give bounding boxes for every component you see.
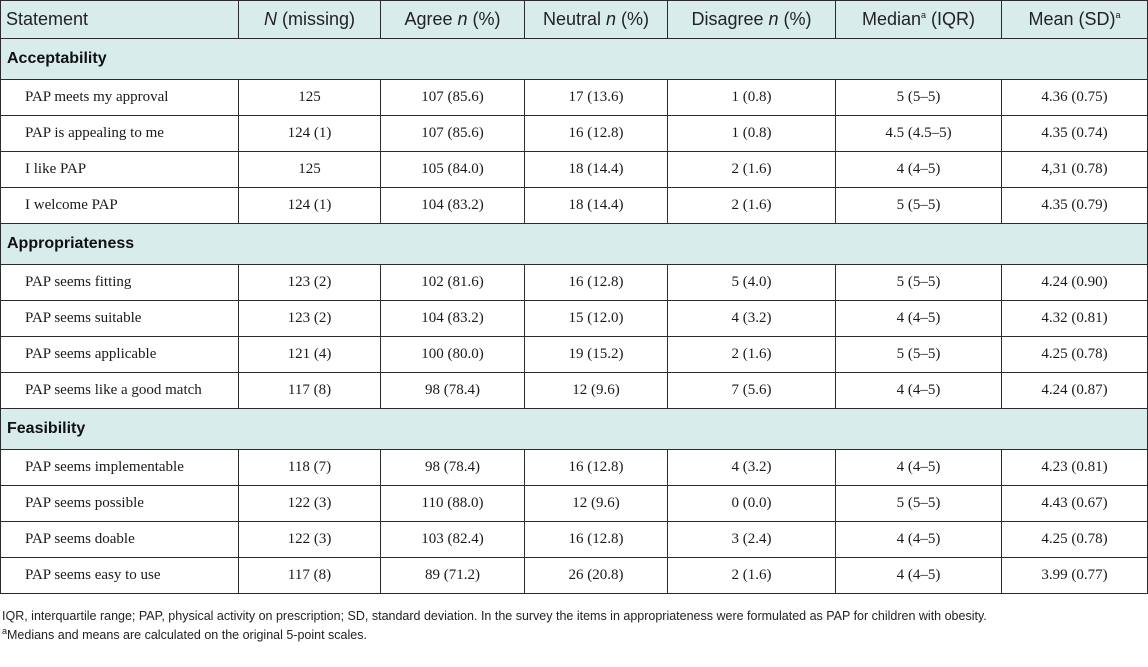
table-row: [1, 450, 1148, 486]
cell-median-iqr: 5 (5–5): [836, 337, 1002, 373]
header-neutral-it: n: [606, 9, 617, 29]
table-body: [1, 39, 1148, 594]
cell-median-iqr: 4 (4–5): [836, 373, 1002, 409]
header-statement-pre: Statement: [6, 9, 89, 29]
cell-n-missing: 124 (1): [239, 188, 381, 224]
cell-agree: 100 (80.0): [381, 337, 525, 373]
cell-agree: 104 (83.2): [381, 188, 525, 224]
header-neutral-pre: Neutral: [542, 9, 606, 29]
header-neutral: [525, 1, 668, 39]
cell-disagree: 2 (1.6): [668, 558, 836, 594]
cell-agree: 89 (71.2): [381, 558, 525, 594]
header-statement: [1, 1, 239, 39]
cell-mean-sd: 3.99 (0.77): [1002, 558, 1148, 594]
table-row: [1, 152, 1148, 188]
header-agree-pre: Agree: [404, 9, 458, 29]
cell-statement: PAP seems possible: [1, 486, 239, 522]
header-disagree-it: n: [768, 9, 779, 29]
section-title: Acceptability: [1, 39, 1148, 80]
cell-n-missing: 125: [239, 152, 381, 188]
cell-disagree: 2 (1.6): [668, 188, 836, 224]
cell-median-iqr: 4.5 (4.5–5): [836, 116, 1002, 152]
cell-agree: 98 (78.4): [381, 373, 525, 409]
cell-neutral: 16 (12.8): [525, 450, 668, 486]
table-row: [1, 188, 1148, 224]
cell-mean-sd: 4.35 (0.74): [1002, 116, 1148, 152]
table-footnotes: [2, 607, 1146, 645]
cell-neutral: 16 (12.8): [525, 265, 668, 301]
table-row: [1, 522, 1148, 558]
header-neutral-post: (%): [616, 9, 650, 29]
header-median-iqr-post2: (IQR): [926, 9, 976, 29]
cell-mean-sd: 4.25 (0.78): [1002, 522, 1148, 558]
cell-mean-sd: 4.35 (0.79): [1002, 188, 1148, 224]
cell-n-missing: 122 (3): [239, 522, 381, 558]
table-row: [1, 486, 1148, 522]
header-disagree: [668, 1, 836, 39]
header-disagree-pre: Disagree: [691, 9, 769, 29]
cell-median-iqr: 4 (4–5): [836, 558, 1002, 594]
section-title: Feasibility: [1, 409, 1148, 450]
footnote-a: [2, 626, 1146, 645]
cell-disagree: 2 (1.6): [668, 152, 836, 188]
table-row: [1, 116, 1148, 152]
table-header: [1, 1, 1148, 39]
table-row: [1, 265, 1148, 301]
cell-disagree: 7 (5.6): [668, 373, 836, 409]
header-agree-it: n: [457, 9, 468, 29]
header-median-iqr: [836, 1, 1002, 39]
cell-agree: 102 (81.6): [381, 265, 525, 301]
cell-n-missing: 121 (4): [239, 337, 381, 373]
cell-disagree: 1 (0.8): [668, 116, 836, 152]
cell-median-iqr: 5 (5–5): [836, 80, 1002, 116]
section-title: Appropriateness: [1, 224, 1148, 265]
header-median-iqr-pre: Median: [861, 9, 922, 29]
header-n-missing-it: N: [263, 9, 277, 29]
cell-statement: PAP seems suitable: [1, 301, 239, 337]
cell-statement: PAP seems fitting: [1, 265, 239, 301]
footnote-a-text: Medians and means are calculated on the original 5-point scales.: [7, 628, 367, 642]
cell-neutral: 26 (20.8): [525, 558, 668, 594]
cell-n-missing: 125: [239, 80, 381, 116]
header-mean-sd-pre: Mean (SD): [1028, 9, 1116, 29]
header-n-missing-post: (missing): [276, 9, 355, 29]
cell-agree: 103 (82.4): [381, 522, 525, 558]
cell-mean-sd: 4.25 (0.78): [1002, 337, 1148, 373]
cell-median-iqr: 4 (4–5): [836, 522, 1002, 558]
header-disagree-post: (%): [778, 9, 812, 29]
cell-mean-sd: 4.23 (0.81): [1002, 450, 1148, 486]
header-n-missing: [239, 1, 381, 39]
cell-agree: 107 (85.6): [381, 116, 525, 152]
cell-n-missing: 124 (1): [239, 116, 381, 152]
cell-agree: 104 (83.2): [381, 301, 525, 337]
cell-disagree: 1 (0.8): [668, 80, 836, 116]
cell-neutral: 12 (9.6): [525, 373, 668, 409]
cell-neutral: 16 (12.8): [525, 116, 668, 152]
cell-n-missing: 117 (8): [239, 558, 381, 594]
cell-n-missing: 117 (8): [239, 373, 381, 409]
cell-median-iqr: 5 (5–5): [836, 188, 1002, 224]
cell-statement: I like PAP: [1, 152, 239, 188]
table-row: [1, 558, 1148, 594]
section-row: [1, 39, 1148, 80]
cell-agree: 105 (84.0): [381, 152, 525, 188]
cell-agree: 98 (78.4): [381, 450, 525, 486]
cell-n-missing: 123 (2): [239, 265, 381, 301]
cell-mean-sd: 4.24 (0.87): [1002, 373, 1148, 409]
cell-statement: PAP seems implementable: [1, 450, 239, 486]
table-row: [1, 301, 1148, 337]
cell-n-missing: 118 (7): [239, 450, 381, 486]
cell-neutral: 17 (13.6): [525, 80, 668, 116]
cell-median-iqr: 5 (5–5): [836, 265, 1002, 301]
cell-n-missing: 123 (2): [239, 301, 381, 337]
cell-disagree: 0 (0.0): [668, 486, 836, 522]
header-row: [1, 1, 1148, 39]
cell-neutral: 16 (12.8): [525, 522, 668, 558]
header-mean-sd-sup: a: [1115, 10, 1121, 20]
cell-median-iqr: 4 (4–5): [836, 301, 1002, 337]
cell-mean-sd: 4.36 (0.75): [1002, 80, 1148, 116]
cell-statement: PAP is appealing to me: [1, 116, 239, 152]
header-agree: [381, 1, 525, 39]
header-median-iqr-sup: a: [921, 10, 927, 20]
cell-median-iqr: 4 (4–5): [836, 152, 1002, 188]
table-row: [1, 373, 1148, 409]
cell-n-missing: 122 (3): [239, 486, 381, 522]
cell-median-iqr: 4 (4–5): [836, 450, 1002, 486]
footnote-a-marker: a: [2, 625, 8, 636]
cell-statement: PAP seems like a good match: [1, 373, 239, 409]
footnote-abbreviations: IQR, interquartile range; PAP, physical activity on prescription; SD, standard deviation. In the survey the items in appropriateness were formulated as PAP for children with obesity.: [2, 609, 987, 623]
cell-neutral: 18 (14.4): [525, 152, 668, 188]
cell-statement: I welcome PAP: [1, 188, 239, 224]
cell-disagree: 4 (3.2): [668, 301, 836, 337]
cell-disagree: 2 (1.6): [668, 337, 836, 373]
cell-median-iqr: 5 (5–5): [836, 486, 1002, 522]
cell-statement: PAP seems applicable: [1, 337, 239, 373]
cell-neutral: 19 (15.2): [525, 337, 668, 373]
cell-agree: 107 (85.6): [381, 80, 525, 116]
cell-neutral: 15 (12.0): [525, 301, 668, 337]
section-row: [1, 409, 1148, 450]
cell-mean-sd: 4,31 (0.78): [1002, 152, 1148, 188]
cell-neutral: 18 (14.4): [525, 188, 668, 224]
cell-neutral: 12 (9.6): [525, 486, 668, 522]
cell-statement: PAP seems doable: [1, 522, 239, 558]
cell-disagree: 5 (4.0): [668, 265, 836, 301]
section-row: [1, 224, 1148, 265]
cell-disagree: 4 (3.2): [668, 450, 836, 486]
cell-disagree: 3 (2.4): [668, 522, 836, 558]
header-mean-sd: [1002, 1, 1148, 39]
cell-statement: PAP meets my approval: [1, 80, 239, 116]
cell-agree: 110 (88.0): [381, 486, 525, 522]
table-row: [1, 80, 1148, 116]
cell-mean-sd: 4.24 (0.90): [1002, 265, 1148, 301]
cell-statement: PAP seems easy to use: [1, 558, 239, 594]
cell-mean-sd: 4.43 (0.67): [1002, 486, 1148, 522]
cell-mean-sd: 4.32 (0.81): [1002, 301, 1148, 337]
header-agree-post: (%): [467, 9, 501, 29]
table-row: [1, 337, 1148, 373]
